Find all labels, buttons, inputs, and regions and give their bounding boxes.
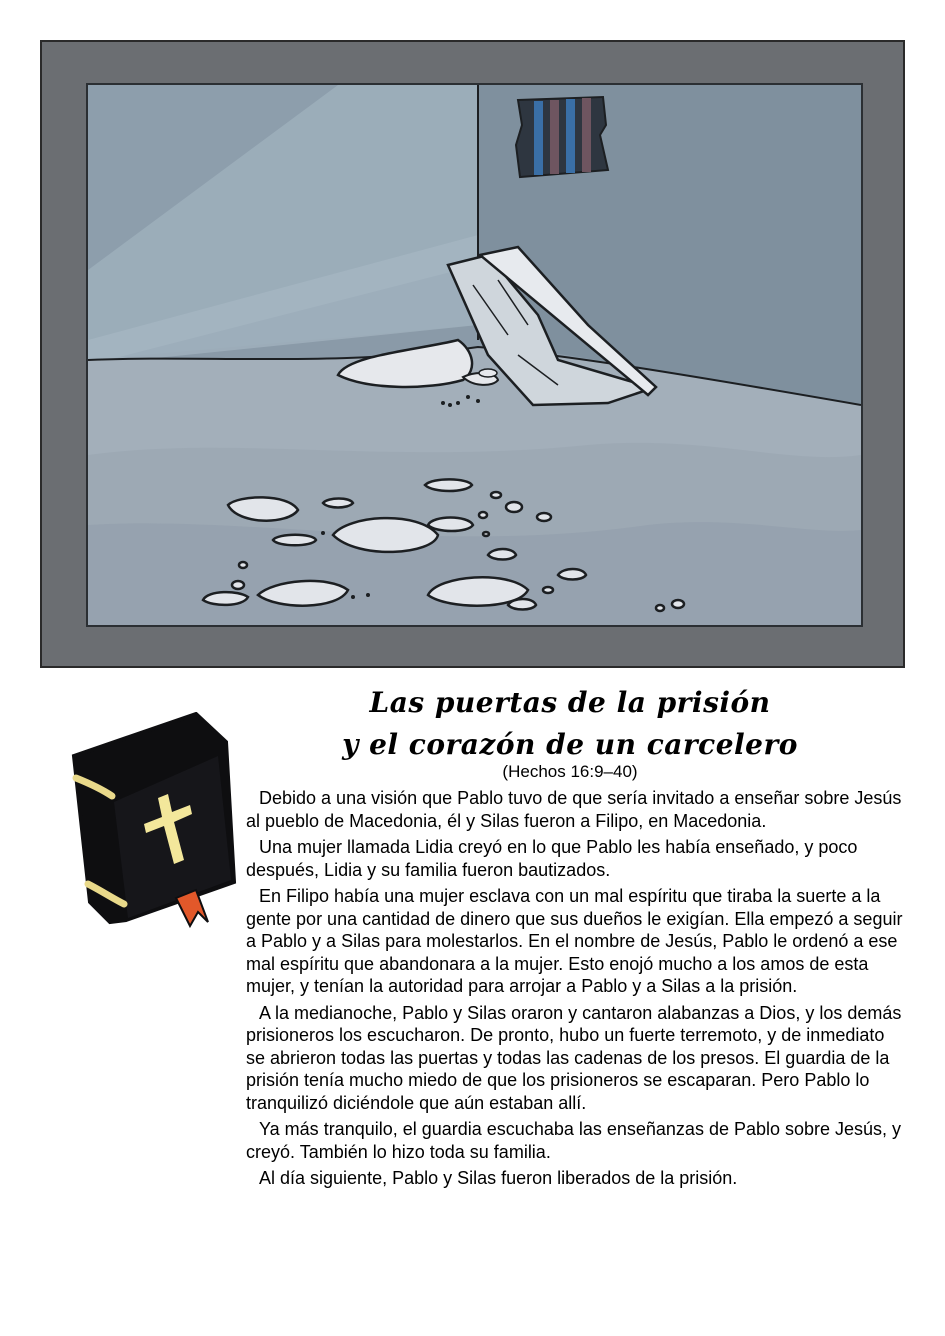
story-paragraph: Ya más tranquilo, el guardia escuchaba las enseñanzas de Pablo sobre Jesús, y creyó. También lo hizo toda su familia. — [246, 1119, 902, 1162]
story-paragraph: A la medianoche, Pablo y Silas oraron y cantaron alabanzas a Dios, y los demás prisioneros los escucharon. De pronto, hubo un fuerte terremoto, y de inmediato se abrieron todas las puertas y todas las cadenas de los presos. El guardia de la prisión tenía mucho miedo de que los prisioneros se escaparan. Pero Pablo lo tranquilizó diciéndole que aún estaban allí. — [246, 1002, 902, 1113]
story-paragraph: En Filipo había una mujer esclava con un mal espíritu que tiraba la suerte a la gente por una cantidad de dinero que sus dueños le exigían. Ella empezó a seguir a Pablo y a Silas para molestarlos. En el nombre de Jesús, Pablo le ordenó a ese mal espíritu que abandonara a la mujer. Esto enojó mucho a los amos de esta mujer, y tenían la autoridad para arrojar a Pablo y a Silas a la prisión. — [246, 886, 903, 996]
story-title-line-2: y el corazón de un carcelero — [342, 728, 798, 761]
barred-window — [516, 97, 608, 177]
prison-cell-drawing — [88, 85, 861, 625]
prison-cell-illustration — [86, 83, 863, 627]
bible-icon — [66, 712, 241, 937]
story-body — [246, 787, 906, 1194]
rubble-stone — [338, 340, 472, 387]
illustration-frame — [40, 40, 905, 668]
story-paragraph: Una mujer llamada Lidia creyó en lo que Pablo les había enseñado, y poco después, Lidia y su familia fueron bautizados. — [246, 837, 858, 880]
story-paragraph: Debido a una visión que Pablo tuvo de que sería invitado a enseñar sobre Jesús al pueblo de Macedonia, él y Silas fueron a Filipo, en Macedonia. — [246, 788, 902, 831]
story-paragraph: Al día siguiente, Pablo y Silas fueron liberados de la prisión. — [259, 1168, 738, 1188]
story-title-line-1: Las puertas de la prisión — [369, 686, 771, 719]
scripture-reference: (Hechos 16:9–40) — [502, 762, 638, 781]
